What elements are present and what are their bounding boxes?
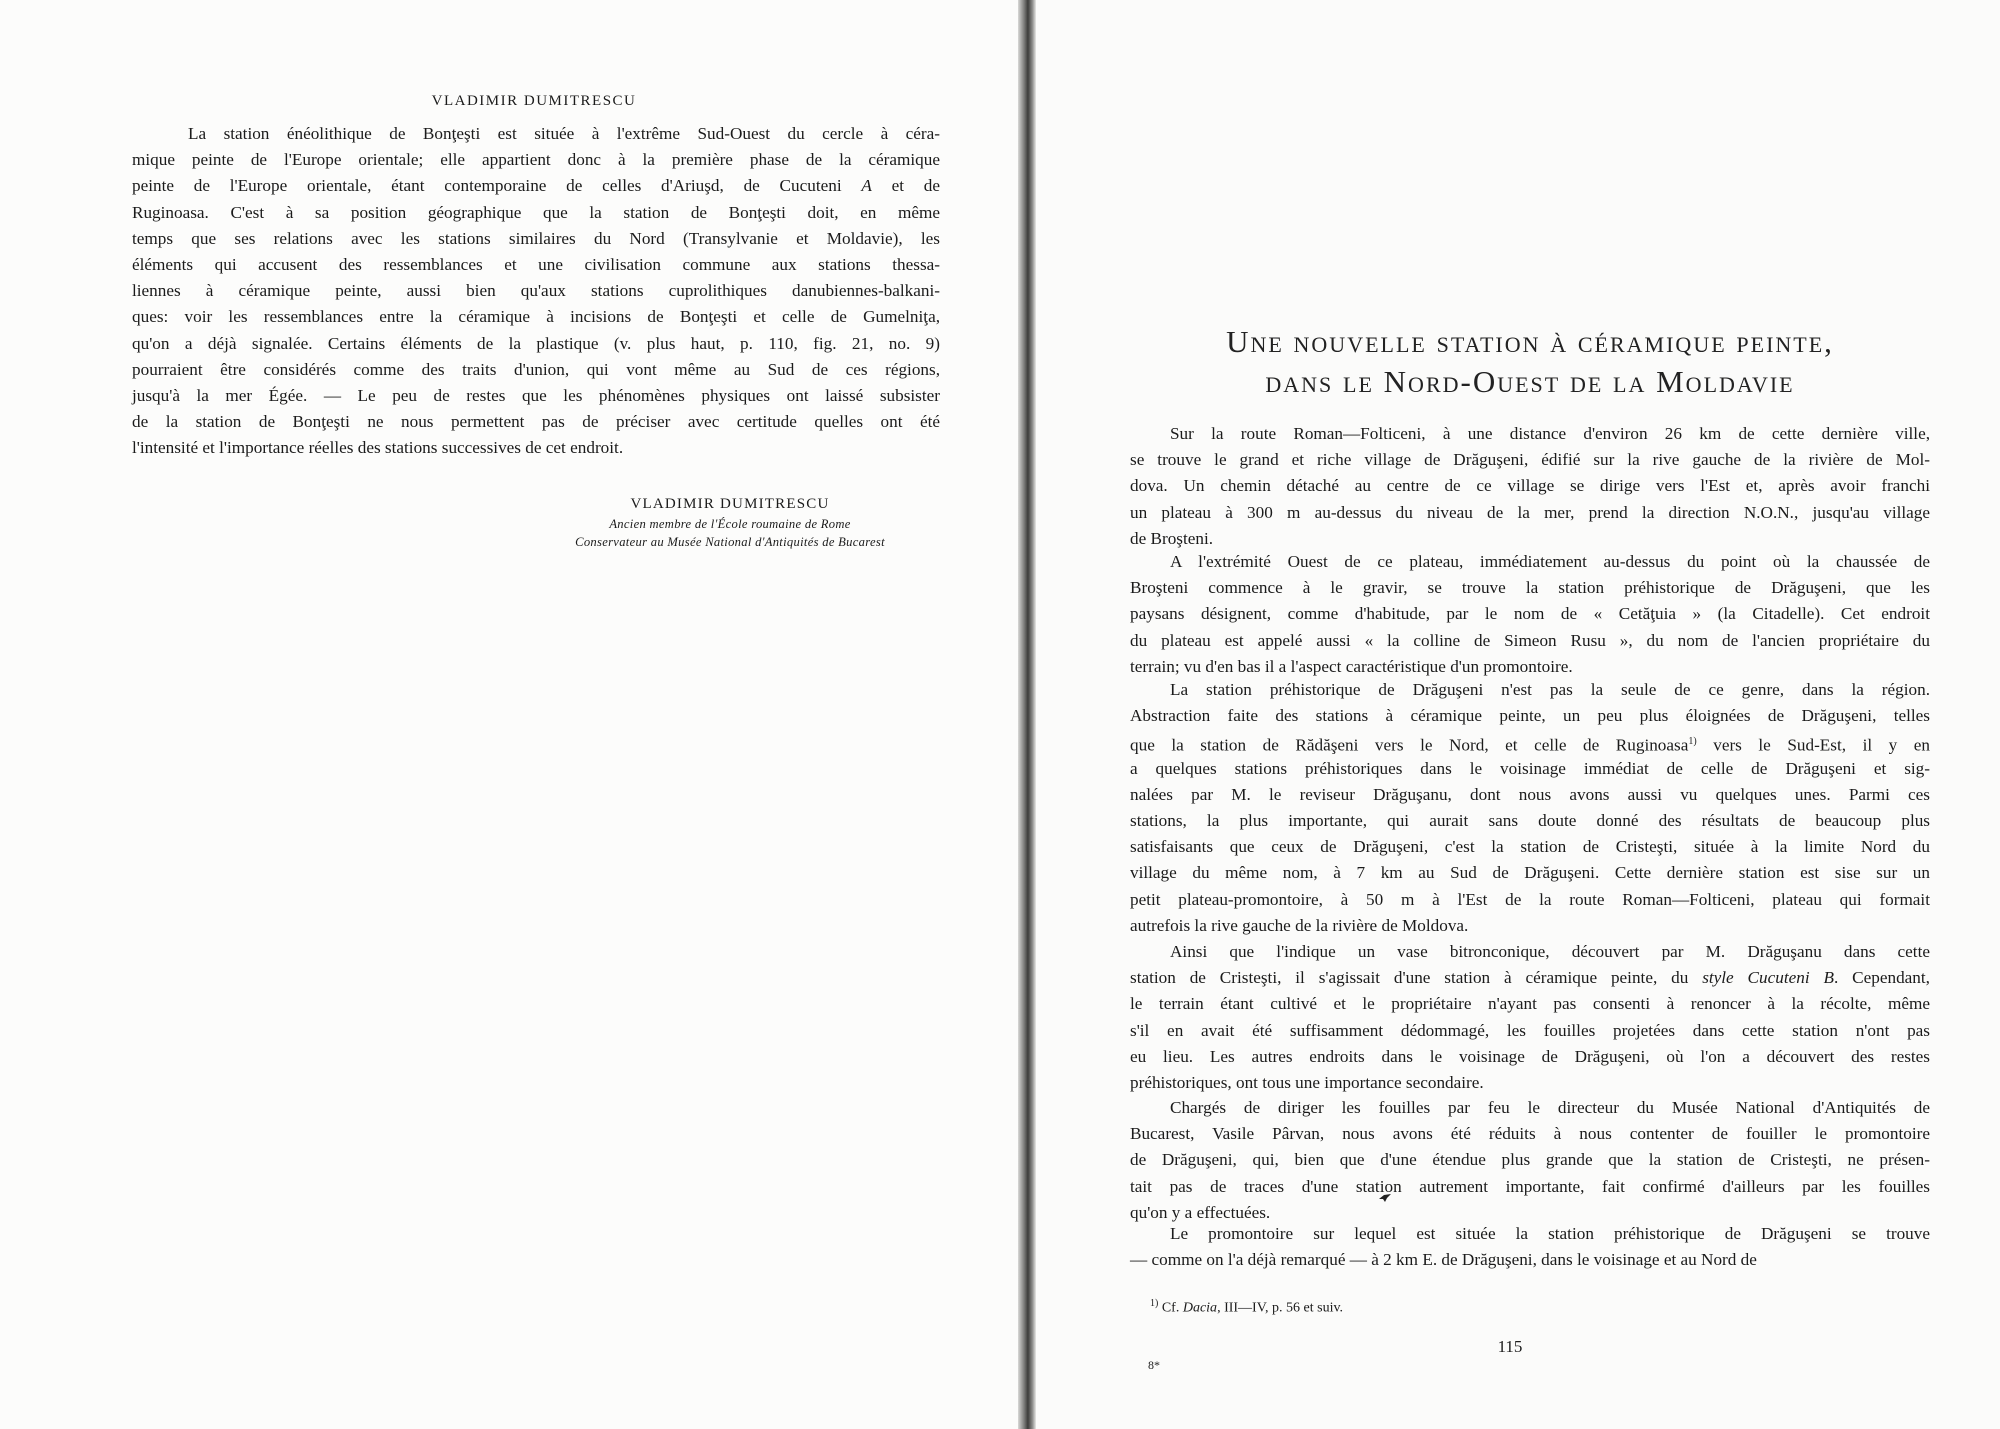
text-line: qu'on a déjà signalée. Certains éléments de la plastique (v. plus haut, p. 110, fig. 21, no. 9) — [132, 333, 940, 353]
article-title-line: Une nouvelle station à céramique peinte, — [1226, 324, 1834, 359]
text-line: mique peinte de l'Europe orientale; elle appartient donc à la première phase de la céramique — [132, 150, 940, 170]
text-line: Bucarest, Vasile Pârvan, nous avons été réduits à nous contenter de fouiller le promontoire — [1130, 1124, 1930, 1144]
text-line: terrain; vu d'en bas il a l'aspect caractéristique d'un promontoire. — [1130, 656, 1573, 676]
text-line: du plateau est appelé aussi « la colline de Simeon Rusu », du nom de l'ancien propriétaire du — [1130, 630, 1930, 650]
text-line: Chargés de diriger les fouilles par feu le directeur du Musée National d'Antiquités de — [1170, 1098, 1930, 1117]
text-line: satisfaisants que ceux de Drăguşeni, c'est la station de Cristeşti, située à la limite Nord du — [1130, 837, 1930, 857]
text-line: eu lieu. Les autres endroits dans le voisinage de Drăguşeni, où l'on a découvert des restes — [1130, 1046, 1930, 1066]
text-line: village du même nom, à 7 km au Sud de Drăguşeni. Cette dernière station est sise sur un — [1130, 863, 1930, 883]
text-line: Ruginoasa. C'est à sa position géographique que la station de Bonţeşti doit, en même — [132, 202, 940, 222]
text-line: Abstraction faite des stations à céramique peinte, un peu plus éloignées de Drăguşeni, telles — [1130, 706, 1930, 726]
text-line: nalées par M. le reviseur Drăguşanu, dont nous avons aussi vu quelques unes. Parmi ces — [1130, 784, 1930, 804]
text-line: le terrain étant cultivé et le propriétaire n'ayant pas consenti à renoncer à la récolte, même — [1130, 994, 1930, 1014]
text-line: temps que ses relations avec les stations similaires du Nord (Transylvanie et Moldavie), les — [132, 228, 940, 248]
text-line: La station énéolithique de Bonţeşti est située à l'extrême Sud-Ouest du cercle à céra- — [188, 124, 940, 143]
body-paragraph — [1130, 421, 1930, 552]
text-line: qu'on y a effectuées. — [1130, 1202, 1271, 1222]
article-title — [1100, 322, 1960, 402]
text-line: dova. Un chemin détaché au centre de ce village se dirige vers l'Est et, après avoir franchi — [1130, 476, 1930, 496]
text-line: jusqu'à la mer Égée. — Le peu de restes que les phénomènes physiques ont laissé subsister — [132, 385, 940, 405]
text-line: station de Cristeşti, il s'agissait d'une station à céramique peinte, du style Cucuteni B. Cependant, — [1130, 968, 1930, 988]
body-paragraph — [1130, 1095, 1930, 1226]
text-line: liennes à céramique peinte, aussi bien qu'aux stations cuprolithiques danubiennes-balkani- — [132, 281, 940, 301]
text-line: A l'extrémité Ouest de ce plateau, immédiatement au-dessus du point où la chaussée de — [1170, 552, 1930, 571]
text-line: paysans désignent, comme d'habitude, par le nom de « Cetăţuia » (la Citadelle). Cet endroit — [1130, 604, 1930, 624]
text-line: se trouve le grand et riche village de Drăguşeni, édifié sur la rive gauche de la rivière de Mol- — [1130, 450, 1930, 470]
body-paragraph — [1130, 677, 1930, 939]
page-number: 115 — [1497, 1337, 1523, 1356]
text-line: autrefois la rive gauche de la rivière de Moldova. — [1130, 915, 1469, 935]
text-line: que la station de Rădăşeni vers le Nord, et celle de Ruginoasa$^{1)}$ vers le Sud-Est, il y en — [1130, 736, 1930, 756]
text-line: de Broşteni. — [1130, 528, 1214, 548]
body-paragraph — [1130, 939, 1930, 1096]
signature-role: Conservateur au Musée National d'Antiquités de Bucarest — [575, 535, 885, 549]
text-line: petit plateau-promontoire, à 50 m à l'Est de la route Roman—Folticeni, plateau qui formait — [1130, 889, 1930, 909]
author-signature — [520, 493, 940, 551]
text-line: Ainsi que l'indique un vase bitronconique, découvert par M. Drăguşanu dans cette — [1170, 942, 1930, 961]
text-line: préhistoriques, ont tous une importance secondaire. — [1130, 1072, 1484, 1092]
text-line: Le promontoire sur lequel est située la station préhistorique de Drăguşeni se trouve — [1170, 1224, 1930, 1243]
ink-blot-icon — [1378, 1193, 1392, 1203]
article-title-line: dans le Nord-Ouest de la Moldavie — [1265, 364, 1795, 399]
text-line: — comme on l'a déjà remarqué — à 2 km E. de Drăguşeni, dans le voisinage et au Nord de — [1130, 1250, 1757, 1270]
text-line: stations, la plus importante, qui aurait sans doute donné des résultats de beaucoup plus — [1130, 810, 1930, 830]
text-line: éléments qui accusent des ressemblances et une civilisation commune aux stations thessa- — [132, 254, 940, 274]
text-line: Sur la route Roman—Folticeni, à une distance d'environ 26 km de cette dernière ville, — [1170, 424, 1930, 443]
footnote: $^{1)}$ Cf. Dacia, III—IV, p. 56 et suiv. — [1150, 1298, 1344, 1316]
text-line: l'intensité et l'importance réelles des stations successives de cet endroit. — [132, 438, 624, 458]
text-line: un plateau à 300 m au-dessus du niveau de la mer, prend la direction N.O.N., jusqu'au village — [1130, 502, 1930, 522]
text-line: a quelques stations préhistoriques dans le voisinage immédiat de celle de Drăguşeni et sig- — [1130, 758, 1930, 778]
text-line: ques: voir les ressemblances entre la céramique à incisions de Bonţeşti et celle de Gumelniţa, — [132, 307, 940, 327]
sheet-signature-mark: 8* — [1148, 1358, 1160, 1372]
text-line: pourraient être considérés comme des traits d'union, qui vont même au Sud de ces régions, — [132, 359, 940, 379]
text-line: tait pas de traces d'une station autrement importante, fait confirmé d'ailleurs par les fouilles — [1130, 1176, 1930, 1196]
body-paragraph — [132, 121, 940, 461]
book-gutter — [1018, 0, 1036, 1429]
text-line: La station préhistorique de Drăguşeni n'est pas la seule de ce genre, dans la région. — [1170, 680, 1930, 699]
signature-name: VLADIMIR DUMITRESCU — [630, 496, 830, 512]
body-paragraph — [1130, 549, 1930, 680]
signature-role: Ancien membre de l'École roumaine de Rome — [609, 517, 851, 531]
text-line: s'il en avait été suffisamment dédommagé, les fouilles projetées dans cette station n'ont pas — [1130, 1020, 1930, 1040]
text-line: de Drăguşeni, qui, bien que d'une étendue plus grande que la station de Cristeşti, ne présen- — [1130, 1150, 1930, 1170]
text-line: peinte de l'Europe orientale, étant contemporaine de celles d'Ariuşd, de Cucuteni A et de — [132, 176, 940, 196]
body-paragraph — [1130, 1221, 1930, 1273]
text-line: de la station de Bonţeşti ne nous permettent pas de préciser avec certitude quelles ont été — [132, 412, 940, 432]
text-line: Broşteni commence à le gravir, se trouve la station préhistorique de Drăguşeni, que les — [1130, 578, 1930, 598]
running-head: VLADIMIR DUMITRESCU — [431, 93, 637, 109]
